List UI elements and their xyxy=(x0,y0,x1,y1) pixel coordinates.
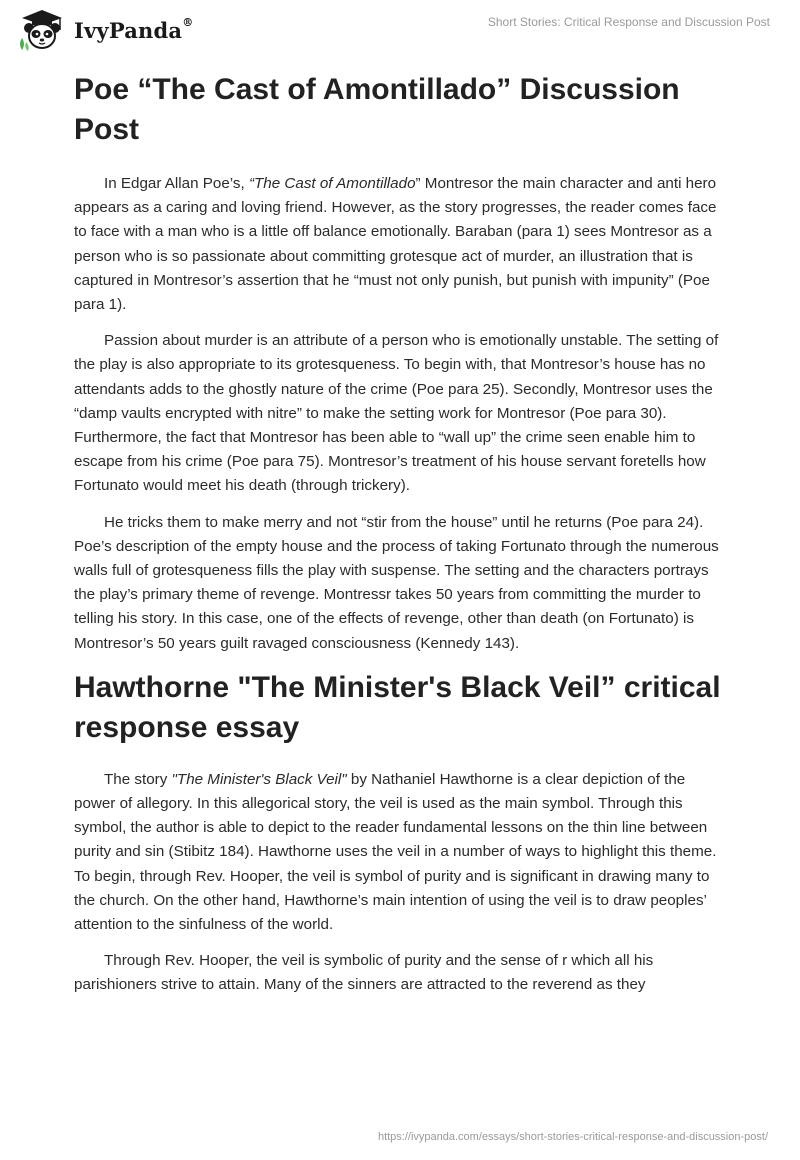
paragraph: The story "The Minister's Black Veil" by Nathaniel Hawthorne is a clear depiction of the power of allegory. In this allegorical story, the veil is used as the main symbol. Through this symbol, the author is able to depict to the reader fundamental lessons on the thin line between purity and sin (Stibitz 184). Hawthorne uses the veil in a number of ways to highlight this theme. To begin, through Rev. Hooper, the veil is symbol of purity and is significant in drawing many to the church. On the other hand, Hawthorne’s main intention of using the veil is to draw peoples’ attention to the sinfulness of the world. xyxy=(74,770,717,934)
paragraph: Passion about murder is an attribute of a person who is emotionally unstable. The setting of the play is also appropriate to its grotesqueness. To begin with, that Montresor’s house has no attendants adds to the ghostly nature of the crime (Poe para 25). Secondly, Montresor uses the “damp vaults encrypted with nitre” to make the setting work for Montresor (Poe para 30). Furthermore, the fact that Montresor has been able to “wall up” the crime seen enable him to escape from his crime (Poe para 75). Montresor’s treatment of his house servant foretells how Fortunato would meet his death (through trickery). xyxy=(74,332,719,495)
logo[interactable] xyxy=(16,8,193,52)
paragraph: Through Rev. Hooper, the veil is symbolic of purity and the sense of r which all his parishioners strive to attain. Many of the sinners are attracted to the reverend as they xyxy=(74,952,654,994)
article-body xyxy=(74,70,724,1010)
story-title: "The Minister's Black Veil" xyxy=(171,770,347,788)
section-heading: Poe “The Cast of Amontillado” Discussion Post xyxy=(74,73,680,146)
document-title: Short Stories: Critical Response and Discussion Post xyxy=(487,15,770,29)
section-heading: Hawthorne "The Minister's Black Veil” critical response essay xyxy=(74,670,721,744)
paragraph: In Edgar Allan Poe’s, “The Cast of Amontillado” Montresor the main character and anti hero appears as a caring and loving friend. However, as the story progresses, the reader comes face to face with a man who is a little off balance emotionally. Baraban (para 1) sees Montresor as a person who is so passionate about committing grotesque act of murder, an illustration that is captured in Montresor’s assertion that he “must not only punish, but punish with impunity” (Poe para 1). xyxy=(74,175,717,314)
story-title: “The Cast of Amontillado xyxy=(248,175,416,192)
page-header xyxy=(0,0,800,60)
source-url[interactable]: https://ivypanda.com/essays/short-stories-critical-response-and-discussion-post/ xyxy=(377,1131,768,1143)
panda-graduate-icon xyxy=(16,8,68,52)
logo-text: IvyPanda® xyxy=(74,15,194,43)
paragraph: He tricks them to make merry and not “stir from the house” until he returns (Poe para 24). Poe’s description of the empty house and the process of taking Fortunato through the numerous walls full of grotesqueness fills the play with suspense. The setting and the characters portrays the play’s primary theme of revenge. Montressr takes 50 years from committing the murder to telling his story. In this case, one of the effects of revenge, other than death (on Fortunato) is Montresor’s 50 years guilt ravaged consciousness (Kennedy 143). xyxy=(74,513,719,652)
